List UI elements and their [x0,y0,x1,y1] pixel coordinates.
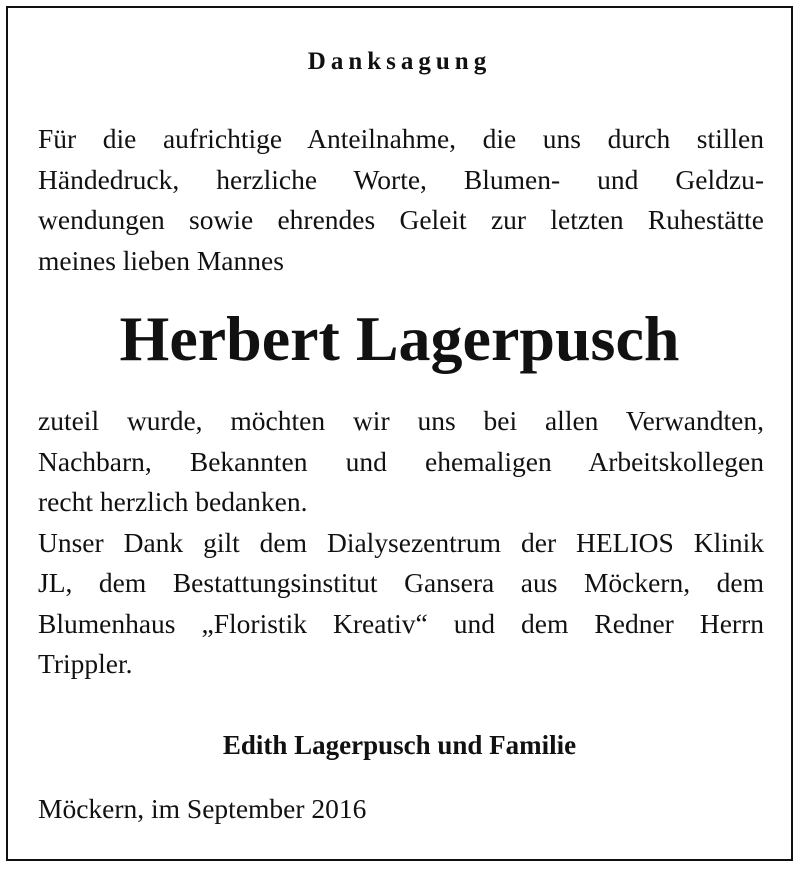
thanks-line: zuteil wurde, möchten wir uns bei allen Verwandten, [38,405,764,436]
intro-paragraph [38,119,764,281]
thanks-line: Trippler. [38,648,133,679]
thanks-line: Unser Dank gilt dem Dialysezentrum der HELIOS Klinik [38,526,764,558]
intro-line: Händedruck, herzliche Worte, Blumen- und Geldzu- [38,163,764,195]
signature: Edith Lagerpusch und Familie [222,730,577,760]
notice-heading: Danksagung [307,48,492,75]
deceased-name: Herbert Lagerpusch [119,303,680,374]
intro-line: meines lieben Mannes [38,244,284,276]
thanks-line: Nachbarn, Bekannten und ehemaligen Arbeitskollegen [38,445,764,477]
thanks-line: JL, dem Bestattungsinstitut Gansera aus Möckern, dem [38,567,764,598]
thanks-line: recht herzlich bedanken. [38,486,308,517]
thanks-paragraph [38,401,764,685]
notice-frame [6,6,793,861]
place-date: Möckern, im September 2016 [38,793,367,824]
intro-line: wendungen sowie ehrendes Geleit zur letzten Ruhestätte [38,204,764,235]
intro-line: Für die aufrichtige Anteilnahme, die uns durch stillen [38,123,764,154]
thanks-line: Blumenhaus „Floristik Kreativ“ und dem Redner Herrn [38,607,764,639]
